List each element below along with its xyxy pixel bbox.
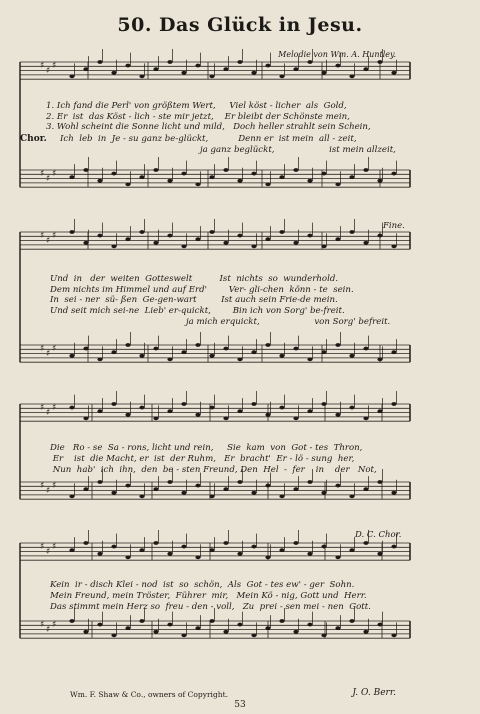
verse-line-3-3: Nun hab' ich ihn, den be - sten Freund, Den Hel - fer in der Not, [50,465,377,475]
verse-line-1-1: 1. Ich fand die Perl' von größtem Wert, Viel köst - licher als Gold, [46,101,347,111]
copyright-notice: Wm. F. Shaw & Co., owners of Copyright. [70,690,228,699]
staff [20,608,410,638]
page-title: 50. Das Glück in Jesu. [117,14,363,36]
svg-text:♯: ♯ [40,542,45,552]
svg-text:♯: ♯ [52,620,57,630]
svg-text:♯: ♯ [40,403,45,413]
verse-line-2-3: In sei - ner sü- ßen Ge-gen-wart Ist auch sein Frie-de mein. [50,295,338,305]
verse-line-2-4: Und seit mich sei-ne Lieb' er-quickt, Bin ich von Sorg' be-freit. [50,305,345,316]
svg-text:♯: ♯ [46,66,51,76]
svg-text:♯: ♯ [46,625,51,635]
svg-text:♯: ♯ [40,481,45,491]
svg-text:♯: ♯ [52,231,57,241]
svg-text:♯: ♯ [52,542,57,552]
svg-text:♯: ♯ [52,344,57,354]
staff [20,530,410,560]
svg-text:♯: ♯ [46,408,51,418]
dc-chor-mark: D. C. Chor. [355,530,402,540]
svg-text:♯: ♯ [46,547,51,557]
staff [20,219,410,249]
chorus-label: Chor. [20,134,47,144]
svg-text:♯: ♯ [46,236,51,246]
verse-line-2-1: Und in der weiten Gotteswelt Ist nichts so wunderhold. [50,274,339,284]
svg-text:♯: ♯ [52,61,57,71]
melody-credit: Melodie von Wm. A. Huntley. [278,50,396,59]
svg-text:♯: ♯ [52,403,57,413]
composer-credit: J. O. Berr. [352,688,396,698]
chorus-line-1: Ich leb in Je - su ganz be-glückt, Denn er ist mein all - zeit, [60,134,357,144]
staff [20,49,410,79]
staff [20,157,410,187]
svg-text:♯: ♯ [40,231,45,241]
page-number: 53 [234,700,246,710]
verse-line-1-3: 3. Wohl scheint die Sonne licht und mild, Doch heller strahlt sein Schein, [46,122,371,132]
verse-line-4-1: Kein ir - disch Klei - nod ist so schön, Als Got - tes ew' - ger Sohn. [50,580,355,590]
svg-text:♯: ♯ [40,344,45,354]
verse-line-2-2: Dem nichts im Himmel und auf Erd' Ver- gli-chen könn - te sein. [50,284,354,295]
staff [20,391,410,421]
svg-text:♯: ♯ [52,481,57,491]
fine-mark: Fine. [383,221,405,231]
svg-text:♯: ♯ [46,486,51,496]
svg-text:♯: ♯ [40,620,45,630]
staff [20,332,410,362]
verse-line-2-5: ja mich erquickt, von Sorg' befreit. [186,317,391,327]
verse-line-1-2: 2. Er ist das Köst - lich - ste mir jetzt, Er bleibt der Schönste mein, [46,111,350,122]
svg-text:♯: ♯ [40,61,45,71]
svg-text:♯: ♯ [46,174,51,184]
verse-line-4-2: Mein Freund, mein Tröster, Führer mir, Mein Kö - nig, Gott und Herr. [50,591,367,601]
chorus-line-2: ja ganz beglückt, ist mein allzeit, [200,145,396,155]
verse-line-4-3: Das stimmt mein Herz so freu - den - voll, Zu prei - sen mei - nen Gott. [50,602,371,612]
svg-text:♯: ♯ [46,349,51,359]
verse-line-3-1: Die Ro - se Sa - rons, licht und rein, Sie kam von Got - tes Thron, [50,443,363,453]
svg-text:♯: ♯ [52,169,57,179]
verse-line-3-2: Er ist die Macht, er ist der Ruhm, Er bracht' Er - lö - sung her, [50,454,355,464]
svg-text:♯: ♯ [40,169,45,179]
